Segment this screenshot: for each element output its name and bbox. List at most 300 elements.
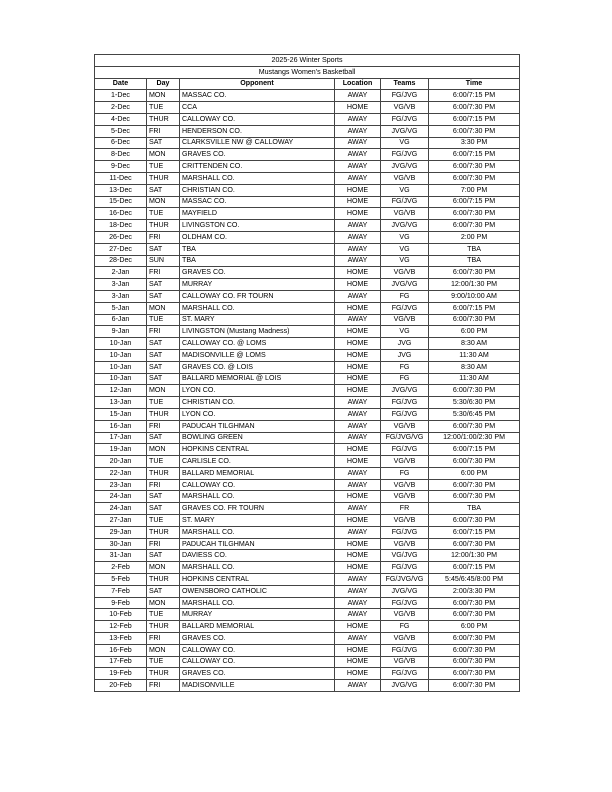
teams-cell: JVG/VG — [381, 680, 429, 692]
opponent-cell: CALLOWAY CO. — [180, 656, 335, 668]
day-cell: TUE — [147, 102, 180, 114]
time-cell: 12:00/1:30 PM — [429, 550, 520, 562]
time-cell: 6:00/7:30 PM — [429, 456, 520, 468]
day-cell: FRI — [147, 231, 180, 243]
location-cell: HOME — [335, 668, 381, 680]
table-row — [95, 361, 520, 373]
teams-cell: FG/JVG — [381, 644, 429, 656]
table-row — [95, 279, 520, 291]
date-cell: 18-Dec — [95, 220, 147, 232]
day-cell: FRI — [147, 267, 180, 279]
time-cell: 11:30 AM — [429, 349, 520, 361]
date-cell: 30-Jan — [95, 538, 147, 550]
day-cell: SAT — [147, 503, 180, 515]
teams-cell: VG — [381, 326, 429, 338]
date-cell: 9-Jan — [95, 326, 147, 338]
location-cell: HOME — [335, 326, 381, 338]
opponent-cell: MARSHALL CO. — [180, 491, 335, 503]
opponent-cell: MARSHALL CO. — [180, 172, 335, 184]
location-cell: AWAY — [335, 585, 381, 597]
teams-cell: VG — [381, 137, 429, 149]
location-cell: AWAY — [335, 503, 381, 515]
date-cell: 6-Jan — [95, 314, 147, 326]
day-cell: FRI — [147, 326, 180, 338]
date-cell: 6-Dec — [95, 137, 147, 149]
table-row — [95, 338, 520, 350]
location-cell: AWAY — [335, 243, 381, 255]
table-row — [95, 161, 520, 173]
opponent-cell: LIVINGSTON (Mustang Madness) — [180, 326, 335, 338]
location-cell: AWAY — [335, 574, 381, 586]
date-cell: 12-Feb — [95, 621, 147, 633]
date-cell: 27-Jan — [95, 515, 147, 527]
table-row — [95, 680, 520, 692]
location-cell: HOME — [335, 550, 381, 562]
teams-cell: VG — [381, 255, 429, 267]
date-cell: 7-Feb — [95, 585, 147, 597]
location-cell: HOME — [335, 338, 381, 350]
date-cell: 11-Dec — [95, 172, 147, 184]
opponent-cell: ST. MARY — [180, 515, 335, 527]
date-cell: 28-Dec — [95, 255, 147, 267]
table-row — [95, 538, 520, 550]
opponent-cell: CHRISTIAN CO. — [180, 184, 335, 196]
opponent-cell: GRAVES CO. — [180, 149, 335, 161]
table-row — [95, 243, 520, 255]
time-cell: 5:45/6:45/8:00 PM — [429, 574, 520, 586]
teams-cell: FG/JVG — [381, 196, 429, 208]
location-cell: HOME — [335, 373, 381, 385]
location-cell: AWAY — [335, 290, 381, 302]
day-cell: THUR — [147, 526, 180, 538]
time-cell: 6:00 PM — [429, 467, 520, 479]
opponent-cell: CALLOWAY CO. — [180, 644, 335, 656]
opponent-cell: BOWLING GREEN — [180, 432, 335, 444]
day-cell: TUE — [147, 456, 180, 468]
table-row — [95, 503, 520, 515]
table-row — [95, 397, 520, 409]
table-row — [95, 385, 520, 397]
date-cell: 16-Dec — [95, 208, 147, 220]
teams-cell: VG — [381, 243, 429, 255]
column-header-row — [95, 78, 520, 90]
opponent-cell: CLARKSVILLE NW @ CALLOWAY — [180, 137, 335, 149]
column-header-teams: Teams — [381, 78, 429, 90]
time-cell: 5:30/6:30 PM — [429, 397, 520, 409]
table-row — [95, 208, 520, 220]
table-row — [95, 515, 520, 527]
table-row — [95, 102, 520, 114]
time-cell: 12:00/1:30 PM — [429, 279, 520, 291]
time-cell: TBA — [429, 243, 520, 255]
day-cell: SAT — [147, 338, 180, 350]
table-row — [95, 326, 520, 338]
opponent-cell: GRAVES CO. — [180, 633, 335, 645]
day-cell: THUR — [147, 172, 180, 184]
schedule-table — [94, 54, 520, 692]
teams-cell: JVG/VG — [381, 279, 429, 291]
day-cell: SAT — [147, 137, 180, 149]
opponent-cell: MADISONVILLE — [180, 680, 335, 692]
teams-cell: VG/VB — [381, 172, 429, 184]
opponent-cell: MARSHALL CO. — [180, 302, 335, 314]
date-cell: 9-Feb — [95, 597, 147, 609]
location-cell: AWAY — [335, 314, 381, 326]
time-cell: 6:00/7:15 PM — [429, 444, 520, 456]
location-cell: AWAY — [335, 633, 381, 645]
teams-cell: FG/JVG — [381, 397, 429, 409]
location-cell: HOME — [335, 267, 381, 279]
time-cell: 6:00/7:30 PM — [429, 644, 520, 656]
time-cell: 6:00/7:30 PM — [429, 172, 520, 184]
time-cell: 6:00/7:30 PM — [429, 267, 520, 279]
opponent-cell: MURRAY — [180, 609, 335, 621]
date-cell: 20-Feb — [95, 680, 147, 692]
location-cell: AWAY — [335, 397, 381, 409]
day-cell: SAT — [147, 290, 180, 302]
day-cell: MON — [147, 149, 180, 161]
location-cell: HOME — [335, 302, 381, 314]
table-row — [95, 550, 520, 562]
table-row — [95, 196, 520, 208]
day-cell: THUR — [147, 113, 180, 125]
time-cell: 12:00/1:00/2:30 PM — [429, 432, 520, 444]
time-cell: 6:00/7:15 PM — [429, 526, 520, 538]
opponent-cell: PADUCAH TILGHMAN — [180, 420, 335, 432]
opponent-cell: CCA — [180, 102, 335, 114]
teams-cell: VG/VB — [381, 102, 429, 114]
table-row — [95, 644, 520, 656]
opponent-cell: BALLARD MEMORIAL @ LOIS — [180, 373, 335, 385]
table-row — [95, 90, 520, 102]
teams-cell: VG/JVG — [381, 550, 429, 562]
time-cell: 6:00/7:30 PM — [429, 314, 520, 326]
time-cell: 6:00/7:30 PM — [429, 515, 520, 527]
day-cell: THUR — [147, 220, 180, 232]
teams-cell: JVG/VG — [381, 125, 429, 137]
date-cell: 10-Jan — [95, 349, 147, 361]
location-cell: HOME — [335, 656, 381, 668]
location-cell: HOME — [335, 349, 381, 361]
date-cell: 10-Jan — [95, 338, 147, 350]
location-cell: AWAY — [335, 408, 381, 420]
day-cell: MON — [147, 597, 180, 609]
opponent-cell: CALLOWAY CO. — [180, 113, 335, 125]
day-cell: SUN — [147, 255, 180, 267]
table-row — [95, 444, 520, 456]
teams-cell: VG/VB — [381, 267, 429, 279]
column-header-opponent: Opponent — [180, 78, 335, 90]
date-cell: 2-Dec — [95, 102, 147, 114]
day-cell: SAT — [147, 550, 180, 562]
day-cell: MON — [147, 644, 180, 656]
table-row — [95, 149, 520, 161]
time-cell: 6:00/7:30 PM — [429, 668, 520, 680]
teams-cell: FG/JVG — [381, 562, 429, 574]
day-cell: SAT — [147, 361, 180, 373]
location-cell: AWAY — [335, 172, 381, 184]
teams-cell: FG — [381, 621, 429, 633]
schedule-subtitle: Mustangs Women's Basketball — [95, 66, 520, 78]
teams-cell: FR — [381, 503, 429, 515]
day-cell: THUR — [147, 467, 180, 479]
opponent-cell: MURRAY — [180, 279, 335, 291]
teams-cell: FG/JVG — [381, 444, 429, 456]
opponent-cell: GRAVES CO. — [180, 668, 335, 680]
table-row — [95, 562, 520, 574]
opponent-cell: MASSAC CO. — [180, 196, 335, 208]
date-cell: 19-Feb — [95, 668, 147, 680]
time-cell: 2:00/3:30 PM — [429, 585, 520, 597]
table-row — [95, 184, 520, 196]
table-row — [95, 609, 520, 621]
date-cell: 16-Jan — [95, 420, 147, 432]
table-row — [95, 491, 520, 503]
opponent-cell: OWENSBORO CATHOLIC — [180, 585, 335, 597]
location-cell: AWAY — [335, 479, 381, 491]
day-cell: THUR — [147, 574, 180, 586]
time-cell: 7:00 PM — [429, 184, 520, 196]
date-cell: 8-Dec — [95, 149, 147, 161]
teams-cell: VG/VB — [381, 479, 429, 491]
teams-cell: VG/VB — [381, 609, 429, 621]
location-cell: AWAY — [335, 161, 381, 173]
day-cell: SAT — [147, 432, 180, 444]
location-cell: HOME — [335, 102, 381, 114]
location-cell: AWAY — [335, 597, 381, 609]
teams-cell: JVG/VG — [381, 220, 429, 232]
table-row — [95, 373, 520, 385]
teams-cell: VG/VB — [381, 491, 429, 503]
day-cell: TUE — [147, 656, 180, 668]
day-cell: THUR — [147, 408, 180, 420]
date-cell: 24-Jan — [95, 491, 147, 503]
time-cell: 6:00/7:30 PM — [429, 125, 520, 137]
date-cell: 27-Dec — [95, 243, 147, 255]
column-header-date: Date — [95, 78, 147, 90]
date-cell: 23-Jan — [95, 479, 147, 491]
location-cell: HOME — [335, 444, 381, 456]
date-cell: 10-Feb — [95, 609, 147, 621]
date-cell: 17-Jan — [95, 432, 147, 444]
date-cell: 3-Jan — [95, 290, 147, 302]
day-cell: SAT — [147, 243, 180, 255]
time-cell: 8:30 AM — [429, 338, 520, 350]
table-row — [95, 302, 520, 314]
location-cell: AWAY — [335, 231, 381, 243]
location-cell: AWAY — [335, 680, 381, 692]
day-cell: SAT — [147, 373, 180, 385]
teams-cell: FG/JVG — [381, 408, 429, 420]
date-cell: 29-Jan — [95, 526, 147, 538]
time-cell: 6:00/7:15 PM — [429, 196, 520, 208]
day-cell: TUE — [147, 208, 180, 220]
date-cell: 5-Dec — [95, 125, 147, 137]
table-row — [95, 432, 520, 444]
day-cell: SAT — [147, 279, 180, 291]
time-cell: 6:00/7:30 PM — [429, 161, 520, 173]
opponent-cell: CALLOWAY CO. @ LOMS — [180, 338, 335, 350]
day-cell: SAT — [147, 585, 180, 597]
day-cell: TUE — [147, 397, 180, 409]
time-cell: 6:00/7:30 PM — [429, 680, 520, 692]
location-cell: HOME — [335, 644, 381, 656]
date-cell: 13-Feb — [95, 633, 147, 645]
table-row — [95, 255, 520, 267]
table-row — [95, 526, 520, 538]
table-row — [95, 597, 520, 609]
schedule-title: 2025-26 Winter Sports — [95, 55, 520, 67]
teams-cell: FG — [381, 467, 429, 479]
teams-cell: JVG — [381, 338, 429, 350]
date-cell: 12-Jan — [95, 385, 147, 397]
opponent-cell: MAYFIELD — [180, 208, 335, 220]
day-cell: FRI — [147, 479, 180, 491]
day-cell: TUE — [147, 609, 180, 621]
time-cell: 6:00/7:15 PM — [429, 90, 520, 102]
day-cell: MON — [147, 444, 180, 456]
day-cell: MON — [147, 385, 180, 397]
table-row — [95, 349, 520, 361]
table-row — [95, 314, 520, 326]
teams-cell: JVG/VG — [381, 385, 429, 397]
date-cell: 3-Jan — [95, 279, 147, 291]
date-cell: 13-Jan — [95, 397, 147, 409]
teams-cell: JVG/VG — [381, 161, 429, 173]
schedule-body — [95, 90, 520, 692]
teams-cell: FG — [381, 290, 429, 302]
teams-cell: FG/JVG/VG — [381, 432, 429, 444]
location-cell: AWAY — [335, 113, 381, 125]
date-cell: 16-Feb — [95, 644, 147, 656]
table-row — [95, 125, 520, 137]
date-cell: 10-Jan — [95, 373, 147, 385]
opponent-cell: BALLARD MEMORIAL — [180, 621, 335, 633]
date-cell: 4-Dec — [95, 113, 147, 125]
date-cell: 26-Dec — [95, 231, 147, 243]
day-cell: MON — [147, 562, 180, 574]
date-cell: 19-Jan — [95, 444, 147, 456]
time-cell: 5:30/6:45 PM — [429, 408, 520, 420]
table-row — [95, 467, 520, 479]
location-cell: HOME — [335, 621, 381, 633]
opponent-cell: BALLARD MEMORIAL — [180, 467, 335, 479]
teams-cell: JVG/VG — [381, 585, 429, 597]
time-cell: 6:00/7:30 PM — [429, 208, 520, 220]
time-cell: 2:00 PM — [429, 231, 520, 243]
opponent-cell: DAVIESS CO. — [180, 550, 335, 562]
day-cell: SAT — [147, 349, 180, 361]
table-row — [95, 656, 520, 668]
opponent-cell: LYON CO. — [180, 385, 335, 397]
location-cell: AWAY — [335, 467, 381, 479]
time-cell: 6:00/7:30 PM — [429, 491, 520, 503]
opponent-cell: HENDERSON CO. — [180, 125, 335, 137]
opponent-cell: MADISONVILLE @ LOMS — [180, 349, 335, 361]
location-cell: HOME — [335, 538, 381, 550]
opponent-cell: MARSHALL CO. — [180, 526, 335, 538]
date-cell: 13-Dec — [95, 184, 147, 196]
time-cell: 6:00/7:30 PM — [429, 102, 520, 114]
date-cell: 20-Jan — [95, 456, 147, 468]
opponent-cell: GRAVES CO. FR TOURN — [180, 503, 335, 515]
date-cell: 9-Dec — [95, 161, 147, 173]
teams-cell: VG — [381, 231, 429, 243]
location-cell: AWAY — [335, 432, 381, 444]
table-row — [95, 267, 520, 279]
teams-cell: VG — [381, 184, 429, 196]
opponent-cell: MARSHALL CO. — [180, 597, 335, 609]
teams-cell: JVG — [381, 349, 429, 361]
time-cell: 6:00/7:15 PM — [429, 302, 520, 314]
teams-cell: VG/VB — [381, 314, 429, 326]
day-cell: TUE — [147, 515, 180, 527]
opponent-cell: LYON CO. — [180, 408, 335, 420]
opponent-cell: CALLOWAY CO. — [180, 479, 335, 491]
day-cell: MON — [147, 196, 180, 208]
table-row — [95, 668, 520, 680]
table-row — [95, 220, 520, 232]
date-cell: 15-Jan — [95, 408, 147, 420]
time-cell: 8:30 AM — [429, 361, 520, 373]
teams-cell: FG/JVG — [381, 597, 429, 609]
date-cell: 10-Jan — [95, 361, 147, 373]
day-cell: FRI — [147, 680, 180, 692]
table-row — [95, 172, 520, 184]
teams-cell: VG/VB — [381, 420, 429, 432]
day-cell: FRI — [147, 538, 180, 550]
date-cell: 24-Jan — [95, 503, 147, 515]
location-cell: HOME — [335, 515, 381, 527]
location-cell: HOME — [335, 562, 381, 574]
opponent-cell: PADUCAH TILGHMAN — [180, 538, 335, 550]
day-cell: SAT — [147, 491, 180, 503]
time-cell: 9:00/10:00 AM — [429, 290, 520, 302]
teams-cell: FG/JVG/VG — [381, 574, 429, 586]
table-row — [95, 137, 520, 149]
location-cell: AWAY — [335, 149, 381, 161]
location-cell: HOME — [335, 196, 381, 208]
day-cell: SAT — [147, 184, 180, 196]
table-row — [95, 456, 520, 468]
column-header-location: Location — [335, 78, 381, 90]
opponent-cell: OLDHAM CO. — [180, 231, 335, 243]
opponent-cell: HOPKINS CENTRAL — [180, 444, 335, 456]
time-cell: 6:00/7:30 PM — [429, 220, 520, 232]
opponent-cell: HOPKINS CENTRAL — [180, 574, 335, 586]
teams-cell: FG/JVG — [381, 90, 429, 102]
column-header-time: Time — [429, 78, 520, 90]
date-cell: 2-Feb — [95, 562, 147, 574]
time-cell: 6:00/7:15 PM — [429, 562, 520, 574]
opponent-cell: LIVINGSTON CO. — [180, 220, 335, 232]
day-cell: MON — [147, 90, 180, 102]
location-cell: HOME — [335, 184, 381, 196]
time-cell: 6:00/7:30 PM — [429, 633, 520, 645]
table-row — [95, 113, 520, 125]
time-cell: 6:00/7:30 PM — [429, 538, 520, 550]
location-cell: HOME — [335, 456, 381, 468]
teams-cell: FG/JVG — [381, 668, 429, 680]
date-cell: 5-Jan — [95, 302, 147, 314]
location-cell: AWAY — [335, 125, 381, 137]
opponent-cell: TBA — [180, 255, 335, 267]
teams-cell: FG — [381, 361, 429, 373]
opponent-cell: CALLOWAY CO. FR TOURN — [180, 290, 335, 302]
teams-cell: FG — [381, 373, 429, 385]
time-cell: 6:00/7:30 PM — [429, 385, 520, 397]
opponent-cell: GRAVES CO. @ LOIS — [180, 361, 335, 373]
